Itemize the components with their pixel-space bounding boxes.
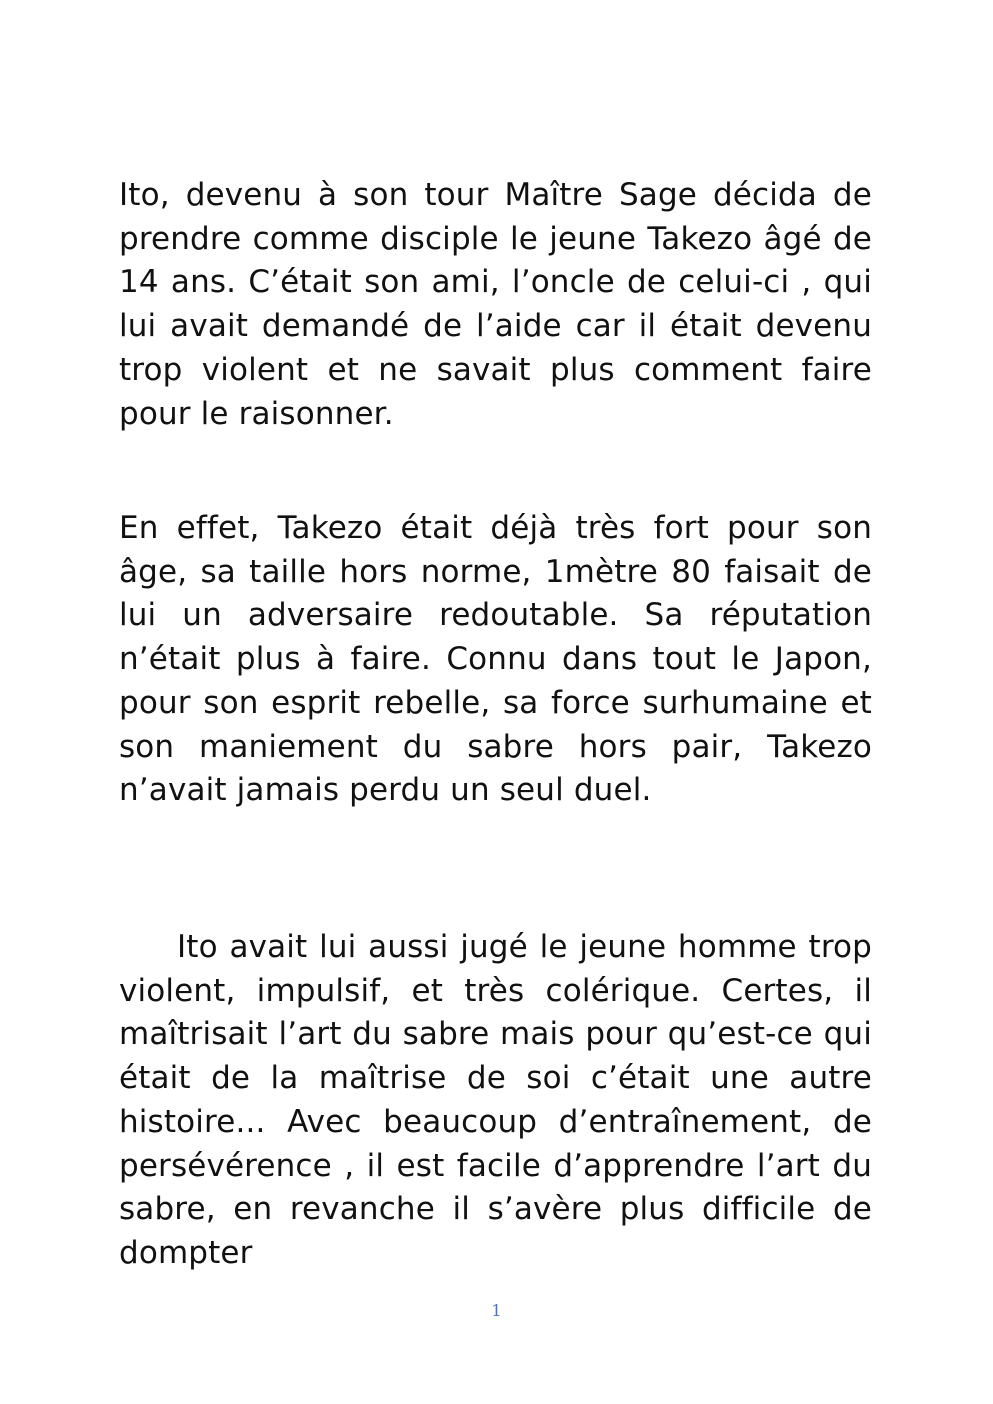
- paragraph-text: En effet, Takezo était déjà très fort pour son âge, sa taille hors norme, 1mètre 80 faisait de lui un adversaire redoutable. Sa réputation n’était plus à faire. Connu dans tout le Japon, pour son esprit rebelle, sa force surhumaine et son maniement du sabre hors pair, Takezo n’avait jamais perdu un seul duel.: [119, 510, 872, 809]
- paragraph-2: [119, 507, 872, 813]
- paragraph-1: [119, 174, 872, 436]
- paragraph-3: [119, 926, 872, 1276]
- paragraph-text: Ito avait lui aussi jugé le jeune homme trop violent, impulsif, et très colérique. Certes, il maîtrisait l’art du sabre mais pour qu’est-ce qui était de la maîtrise de soi c’était une autre histoire... Avec beaucoup d’entraînement, de persévérence , il est facile d’apprendre l’art du sabre, en revanche il s’avère plus difficile de dompter: [119, 929, 872, 1271]
- paragraph-text: Ito, devenu à son tour Maître Sage décida de prendre comme disciple le jeune Takezo âgé de 14 ans. C’était son ami, l’oncle de celui-ci , qui lui avait demandé de l’aide car il était devenu trop violent et ne savait plus comment faire pour le raisonner.: [119, 177, 872, 432]
- page-number: 1: [491, 1301, 502, 1320]
